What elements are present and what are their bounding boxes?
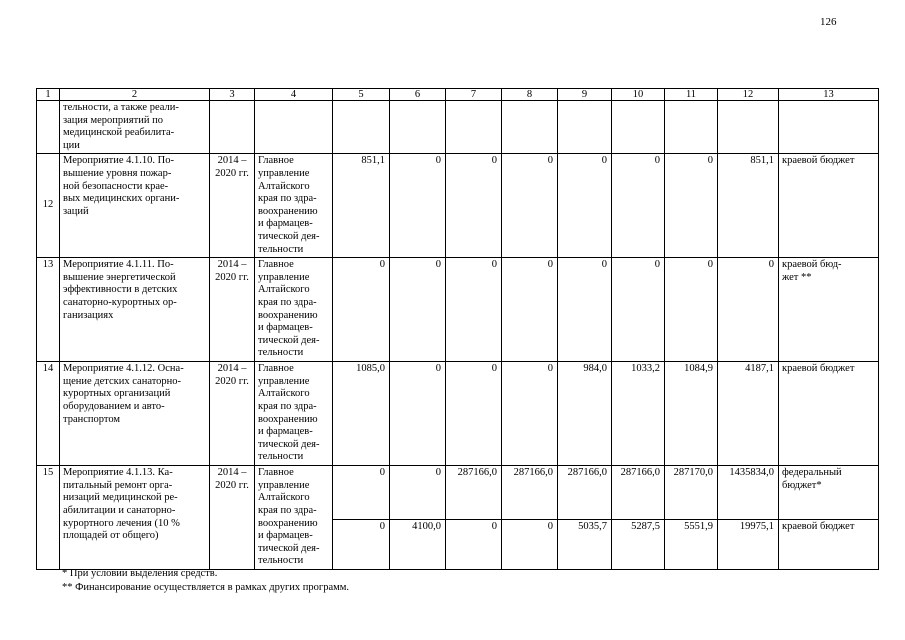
- cell-value: 1435834,0: [718, 466, 779, 519]
- cell-value: 0: [333, 466, 390, 519]
- cell-value: 0: [446, 519, 502, 569]
- cell-value: [390, 101, 446, 154]
- column-header: 8: [502, 89, 558, 101]
- table-row: [37, 466, 879, 519]
- cell-period: 2014 – 2020 гг.: [210, 258, 255, 362]
- column-header: 11: [665, 89, 718, 101]
- cell-name: Мероприятие 4.1.12. Осна- щение детских санаторно- курортных организаций оборудованием и авто- транспортом: [60, 362, 210, 466]
- column-header: 13: [779, 89, 879, 101]
- cell-value: 287166,0: [502, 466, 558, 519]
- cell-value: 0: [502, 258, 558, 362]
- cell-value: 0: [558, 154, 612, 258]
- cell-value: 5551,9: [665, 519, 718, 569]
- cell-executor: Главное управление Алтайского края по здра- воохранению и фармацев- тической дея- тельности: [255, 258, 333, 362]
- cell-value: 0: [390, 466, 446, 519]
- cell-value: [333, 101, 390, 154]
- table-header-row: [37, 89, 879, 101]
- cell-value: 1033,2: [612, 362, 665, 466]
- cell-value: 4187,1: [718, 362, 779, 466]
- cell-value: 5287,5: [612, 519, 665, 569]
- cell-value: 0: [390, 154, 446, 258]
- cell-value: 0: [446, 362, 502, 466]
- cell-name: Мероприятие 4.1.13. Ка- питальный ремонт орга- низаций медицинской ре- абилитации и санаторно- курортного лечения (10 % площадей от общего): [60, 466, 210, 570]
- cell-period: 2014 – 2020 гг.: [210, 362, 255, 466]
- cell-name: Мероприятие 4.1.11. По- вышение энергетической эффективности в детских санаторно-курортных ор- ганизациях: [60, 258, 210, 362]
- footnote: * При условии выделения средств.: [62, 568, 218, 579]
- cell-name: Мероприятие 4.1.10. По- вышение уровня пожар- ной безопасности крае- вых медицинских органи- заций: [60, 154, 210, 258]
- footnote: ** Финансирование осуществляется в рамках других программ.: [62, 581, 350, 593]
- cell-value: 287166,0: [558, 466, 612, 519]
- funding-table: [36, 88, 879, 570]
- cell-value: 0: [558, 258, 612, 362]
- cell-value: 0: [665, 154, 718, 258]
- cell-value: 287170,0: [665, 466, 718, 519]
- cell-value: 0: [333, 258, 390, 362]
- footnotes: [62, 567, 349, 594]
- cell-value: 0: [446, 154, 502, 258]
- column-header: 1: [37, 89, 60, 101]
- cell-value: 287166,0: [612, 466, 665, 519]
- cell-value: 0: [612, 154, 665, 258]
- cell-executor: Главное управление Алтайского края по здра- воохранению и фармацев- тической дея- тельности: [255, 362, 333, 466]
- cell-value: 851,1: [333, 154, 390, 258]
- cell-source: краевой бюджет: [779, 154, 879, 258]
- column-header: 6: [390, 89, 446, 101]
- cell-executor: Главное управление Алтайского края по здра- воохранению и фармацев- тической дея- тельности: [255, 466, 333, 570]
- cell-value: 4100,0: [390, 519, 446, 569]
- cell-source: краевой бюджет: [779, 362, 879, 466]
- cell-value: [446, 101, 502, 154]
- cell-value: 0: [446, 258, 502, 362]
- cell-value: 0: [665, 258, 718, 362]
- cell-num: 12: [37, 154, 60, 258]
- cell-period: [210, 101, 255, 154]
- cell-source: краевой бюд- жет **: [779, 258, 879, 362]
- column-header: 12: [718, 89, 779, 101]
- cell-value: [612, 101, 665, 154]
- cell-value: 0: [390, 362, 446, 466]
- cell-value: 1085,0: [333, 362, 390, 466]
- column-header: 2: [60, 89, 210, 101]
- cell-value: 1084,9: [665, 362, 718, 466]
- table-row: [37, 154, 879, 258]
- cell-value: 287166,0: [446, 466, 502, 519]
- cell-value: [502, 101, 558, 154]
- cell-value: 5035,7: [558, 519, 612, 569]
- cell-value: 851,1: [718, 154, 779, 258]
- column-header: 5: [333, 89, 390, 101]
- table-row: [37, 258, 879, 362]
- column-header: 7: [446, 89, 502, 101]
- cell-value: 0: [718, 258, 779, 362]
- cell-executor: [255, 101, 333, 154]
- cell-value: 0: [612, 258, 665, 362]
- cell-source: федеральный бюджет*: [779, 466, 879, 519]
- cell-executor: Главное управление Алтайского края по здра- воохранению и фармацев- тической дея- тельности: [255, 154, 333, 258]
- cell-source: краевой бюджет: [779, 519, 879, 569]
- table-row: [37, 362, 879, 466]
- cell-num: 14: [37, 362, 60, 466]
- cell-source: [779, 101, 879, 154]
- column-header: 9: [558, 89, 612, 101]
- cell-value: 984,0: [558, 362, 612, 466]
- cell-period: 2014 – 2020 гг.: [210, 154, 255, 258]
- cell-value: 0: [502, 519, 558, 569]
- cell-value: 19975,1: [718, 519, 779, 569]
- cell-num: [37, 101, 60, 154]
- table-row-continuation: [37, 101, 879, 154]
- cell-value: 0: [502, 154, 558, 258]
- column-header: 4: [255, 89, 333, 101]
- cell-value: 0: [333, 519, 390, 569]
- cell-num: 13: [37, 258, 60, 362]
- page-number: 126: [820, 16, 837, 28]
- column-header: 3: [210, 89, 255, 101]
- cell-name: тельности, а также реали- зация мероприятий по медицинской реабилита- ции: [60, 101, 210, 154]
- cell-period: 2014 – 2020 гг.: [210, 466, 255, 570]
- cell-value: 0: [390, 258, 446, 362]
- cell-value: [665, 101, 718, 154]
- cell-value: [558, 101, 612, 154]
- cell-value: [718, 101, 779, 154]
- column-header: 10: [612, 89, 665, 101]
- cell-num: 15: [37, 466, 60, 570]
- cell-value: 0: [502, 362, 558, 466]
